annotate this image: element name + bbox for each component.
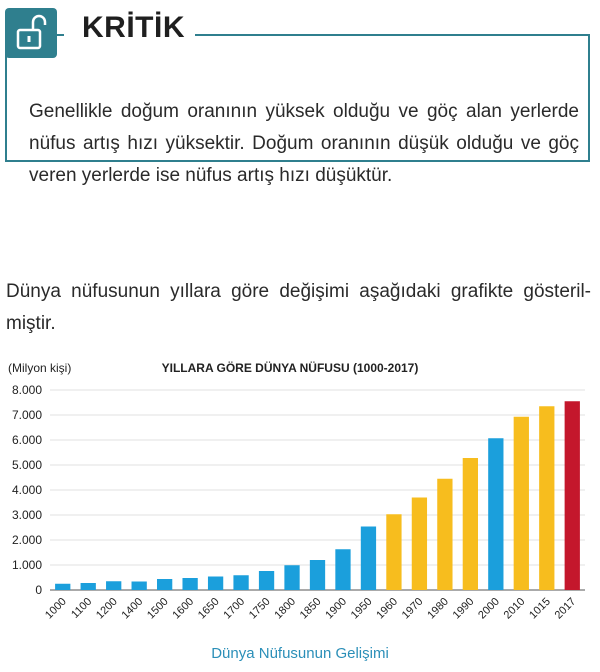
bar-1900 [335, 549, 350, 590]
bar-1960 [386, 514, 401, 590]
intro-paragraph: Dünya nüfusunun yıllara göre değişimi aşağıdaki grafikte gösteril-miştir. [6, 281, 591, 334]
x-tick-label: 1700 [221, 595, 248, 622]
y-tick-label: 3.000 [11, 508, 42, 522]
bar-1015 [539, 406, 554, 590]
x-tick-label: 2000 [476, 595, 502, 622]
bar-1950 [361, 527, 376, 591]
chart-y-label: (Milyon kişi) [8, 361, 72, 375]
bar-1000 [55, 584, 70, 590]
chart-caption: Dünya Nüfusunun Gelişimi [211, 645, 389, 662]
x-tick-label: 1950 [348, 595, 375, 622]
bar-1200 [106, 581, 121, 590]
x-tick-label: 2010 [501, 595, 528, 622]
x-tick-label: 1600 [170, 595, 197, 622]
y-tick-label: 4.000 [11, 483, 42, 497]
x-tick-label: 2017 [552, 595, 579, 622]
bar-1750 [259, 571, 274, 590]
x-tick-label: 1500 [144, 595, 171, 622]
x-tick-label: 1970 [399, 595, 426, 622]
chart-title: YILLARA GÖRE DÜNYA NÜFUSU (1000-2017) [161, 361, 419, 375]
y-tick-label: 0 [35, 583, 42, 597]
y-tick-label: 2.000 [11, 533, 42, 547]
chart-x-ticks [43, 596, 578, 622]
bar-1800 [284, 565, 299, 590]
x-tick-label: 1750 [246, 595, 273, 622]
unlock-icon [5, 8, 57, 58]
kritik-box [5, 34, 590, 186]
x-tick-label: 1800 [272, 595, 299, 622]
kritik-text: Genellikle doğum oranının yüksek olduğu ve göç alan yerlerde nüfus artış hızı yüksektir. Doğum oranının düşük olduğu ve göç veren yerlerde ise nüfus artış hızı düşüktür. [29, 101, 579, 186]
y-tick-label: 6.000 [11, 433, 42, 447]
bar-2017 [565, 401, 580, 590]
x-tick-label: 1000 [43, 595, 69, 622]
x-tick-label: 1900 [323, 595, 350, 622]
x-tick-label: 1850 [297, 595, 324, 622]
bar-1970 [412, 498, 427, 591]
chart-bars [55, 401, 580, 590]
bar-1980 [437, 479, 452, 590]
x-tick-label: 1960 [374, 595, 401, 622]
y-tick-label: 7.000 [11, 408, 42, 422]
y-tick-label: 8.000 [11, 383, 42, 397]
bar-2000 [488, 438, 503, 590]
chart-y-ticks [12, 383, 42, 597]
x-tick-label: 1015 [527, 595, 553, 622]
bar-1500 [157, 579, 172, 590]
bar-2010 [514, 417, 529, 590]
kritik-title: KRİTİK [64, 8, 195, 48]
x-tick-label: 1650 [195, 595, 222, 622]
x-tick-label: 1400 [119, 595, 146, 622]
y-tick-label: 1.000 [11, 558, 42, 572]
x-tick-label: 1980 [425, 595, 452, 622]
bar-1700 [233, 575, 248, 590]
x-tick-label: 1990 [450, 595, 477, 622]
bar-1850 [310, 560, 325, 590]
bar-1100 [81, 583, 96, 590]
population-bar-chart [0, 350, 600, 640]
x-tick-label: 1100 [69, 595, 95, 621]
bar-1990 [463, 458, 478, 590]
bar-1400 [132, 582, 147, 591]
bar-1650 [208, 577, 223, 591]
y-tick-label: 5.000 [11, 458, 42, 472]
x-tick-label: 1200 [94, 595, 120, 622]
bar-1600 [182, 578, 197, 590]
